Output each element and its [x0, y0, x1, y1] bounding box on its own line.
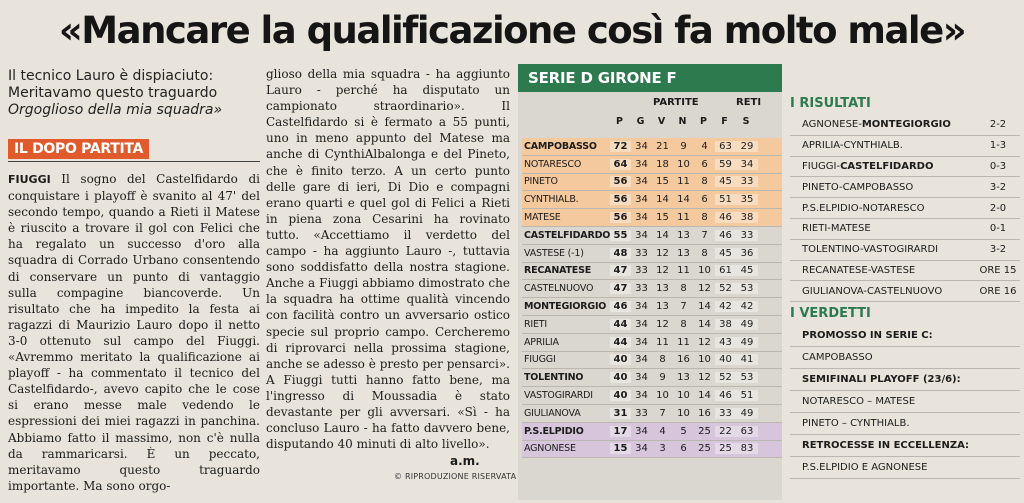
wins-cell: 15 [656, 176, 669, 188]
verdict-line: SEMIFINALI PLAYOFF (23/6): [790, 369, 1020, 391]
table-row [522, 263, 782, 281]
played-cell: 34 [635, 158, 648, 170]
column-headers [609, 116, 757, 130]
wins-cell: 14 [656, 229, 669, 241]
goals-against-cell: 49 [736, 337, 758, 348]
points-cell: 31 [610, 408, 631, 419]
losses-cell: 4 [701, 140, 708, 152]
col-header-g: G [636, 116, 645, 127]
wins-cell: 12 [656, 318, 669, 330]
verdict-line: NOTARESCO – MATESE [790, 391, 1020, 413]
points-cell: 47 [610, 283, 631, 294]
article-column-2 [266, 66, 510, 452]
draws-cell: 5 [680, 425, 687, 437]
result-score: 3-2 [989, 244, 1007, 256]
goals-for-cell: 46 [715, 230, 736, 241]
goals-for-cell: 42 [715, 301, 736, 312]
goals-for-cell: 63 [715, 141, 736, 152]
team-name: VASTOGIRARDI [524, 390, 593, 402]
article-column-1 [8, 171, 260, 494]
team-name: TOLENTINO [524, 372, 584, 384]
result-match [802, 161, 933, 172]
team-name: GIULIANOVA [524, 407, 581, 419]
result-row [790, 281, 1020, 302]
played-cell: 34 [635, 336, 648, 348]
copyright-note: © RIPRODUZIONE RISERVATA [394, 472, 517, 481]
result-score: 0-3 [989, 160, 1007, 172]
match-team-a: AGNONESE- [802, 119, 862, 131]
draws-cell: 11 [677, 265, 690, 277]
team-name: CYNTHIALB. [524, 194, 579, 206]
losses-cell: 14 [698, 390, 711, 402]
result-score: 3-2 [989, 181, 1007, 193]
match-team-a: RIETI-MATESE [802, 223, 871, 235]
result-row [790, 240, 1020, 261]
points-cell: 15 [610, 443, 631, 454]
standings-table [518, 64, 782, 500]
goals-for-cell: 22 [715, 426, 736, 437]
draws-cell: 6 [680, 443, 687, 455]
goals-against-cell: 49 [736, 408, 758, 419]
points-cell: 44 [610, 337, 631, 348]
goals-for-cell: 43 [715, 337, 736, 348]
goals-for-cell: 51 [715, 194, 736, 205]
goals-for-cell: 33 [715, 408, 736, 419]
article-text-2: glioso della mia squadra - ha aggiunto Lauro - perché ha disputato un campionato straordinario». Il Castelfidardo si è fermato a 55 punti, uno in meno appunto del Matese ma anche di CynthiAlbalonga e del Pineto, che è finito terzo. A un certo punto delle gare di ieri, Di Dio e compagni erano quarti e quel gol di Felici a Rieti in piena zona Cesarini ha rovinato tutto. «Accettiamo il verdetto del campo - ha aggiunto Lauro -, tuttavia sono soddisfatto della nostra stagione. Anche a Fiuggi abbiamo dimostrato che la squadra ha ottime qualità vincendo con facilità contro un avversario ostico specie sul proprio campo. Cercheremo di riprovarci nella prossima stagione, anche se adesso è presto per pensarci». A Fiuggi tutti hanno fatto bene, ma l'ingresso di Moussadia è stato devastante per gli avversari. «Sì - ha concluso Lauro - ha fatto davvero bene, disputando 40 minuti di alto livello». [266, 67, 510, 452]
goals-against-cell: 41 [736, 354, 758, 365]
team-name: CAMPOBASSO [524, 140, 597, 152]
match-team-a: RECANATESE [802, 264, 868, 276]
losses-cell: 6 [701, 194, 708, 206]
result-row [790, 261, 1020, 282]
result-score: 0-1 [989, 223, 1007, 235]
goals-against-cell: 33 [736, 230, 758, 241]
played-cell: 33 [635, 407, 648, 419]
points-cell: 56 [610, 194, 631, 205]
losses-cell: 12 [698, 336, 711, 348]
verdict-line: CAMPOBASSO [790, 347, 1020, 369]
losses-cell: 8 [701, 212, 708, 224]
result-match [802, 140, 903, 151]
table-row [522, 174, 782, 192]
result-score: ORE 16 [979, 285, 1017, 297]
played-cell: 33 [635, 247, 648, 259]
played-cell: 34 [635, 443, 648, 455]
wins-cell: 4 [659, 425, 666, 437]
losses-cell: 14 [698, 318, 711, 330]
draws-cell: 16 [677, 354, 690, 366]
goals-against-cell: 36 [736, 248, 758, 259]
losses-cell: 12 [698, 372, 711, 384]
losses-cell: 25 [698, 425, 711, 437]
goals-against-cell: 34 [736, 159, 758, 170]
losses-cell: 10 [698, 265, 711, 277]
table-rows [522, 138, 782, 458]
result-match [802, 182, 913, 193]
team-name: VASTESE (-1) [524, 247, 584, 259]
draws-cell: 9 [680, 140, 687, 152]
result-score: 1-3 [989, 140, 1007, 152]
result-score: 2-2 [989, 119, 1007, 131]
wins-cell: 8 [659, 354, 666, 366]
team-name: CASTELNUOVO [524, 283, 594, 295]
wins-cell: 14 [656, 194, 669, 206]
result-row [790, 136, 1020, 157]
team-name: NOTARESCO [524, 158, 582, 170]
subheadline [8, 68, 258, 119]
table-row [522, 191, 782, 209]
table-row [522, 423, 782, 441]
played-cell: 34 [635, 301, 648, 313]
team-name: APRILIA [524, 336, 559, 348]
goals-for-cell: 40 [715, 354, 736, 365]
played-cell: 34 [635, 176, 648, 188]
wins-cell: 13 [656, 301, 669, 313]
table-row [522, 280, 782, 298]
goals-for-cell: 52 [715, 372, 736, 383]
goals-against-cell: 38 [736, 212, 758, 223]
wins-cell: 7 [659, 407, 666, 419]
played-cell: 34 [635, 140, 648, 152]
played-cell: 34 [635, 372, 648, 384]
goals-for-cell: 46 [715, 390, 736, 401]
table-row [522, 138, 782, 156]
table-row [522, 316, 782, 334]
wins-cell: 12 [656, 265, 669, 277]
table-row [522, 298, 782, 316]
result-match [802, 244, 938, 255]
wins-cell: 12 [656, 247, 669, 259]
team-name: CASTELFIDARDO [524, 229, 610, 241]
match-team-a: PINETO-CAMPOBASSO [802, 181, 914, 193]
result-match [802, 223, 871, 234]
col-header-n: N [678, 116, 687, 127]
draws-cell: 8 [680, 283, 687, 295]
table-row [522, 245, 782, 263]
verdicts-list [790, 325, 1020, 479]
played-cell: 33 [635, 283, 648, 295]
verdicts-title: I VERDETTI [790, 306, 871, 321]
table-row [522, 352, 782, 370]
points-cell: 17 [610, 426, 631, 437]
goals-against-cell: 63 [736, 426, 758, 437]
subhead-line-3: Orgoglioso della mia squadra» [8, 102, 223, 118]
match-team-a: GIULIANOVA-CASTELNUOVO [802, 285, 943, 297]
draws-cell: 11 [677, 212, 690, 224]
table-title: SERIE D GIRONE F [518, 64, 782, 92]
goals-for-cell: 25 [715, 443, 736, 454]
wins-cell: 18 [656, 158, 669, 170]
draws-cell: 13 [677, 229, 690, 241]
goals-against-cell: 53 [736, 283, 758, 294]
result-match [802, 119, 951, 130]
played-cell: 34 [635, 425, 648, 437]
goals-for-cell: 45 [715, 248, 736, 259]
wins-cell: 9 [659, 372, 666, 384]
result-row [790, 177, 1020, 198]
verdicts-panel [790, 306, 1020, 479]
losses-cell: 10 [698, 354, 711, 366]
table-row [522, 369, 782, 387]
goals-against-cell: 53 [736, 372, 758, 383]
subhead-line-1: Il tecnico Lauro è dispiaciuto: [8, 68, 214, 84]
match-team-b: MONTEGIORGIO [861, 119, 951, 131]
points-cell: 40 [610, 390, 631, 401]
goals-against-cell: 49 [736, 319, 758, 330]
table-row [522, 156, 782, 174]
played-cell: 33 [635, 265, 648, 277]
draws-cell: 7 [680, 301, 687, 313]
headline: «Mancare la qualificazione così fa molto male» [58, 9, 966, 52]
points-cell: 56 [610, 176, 631, 187]
team-name: MONTEGIORGIO [524, 301, 607, 313]
verdict-line: PROMOSSO IN SERIE C: [790, 325, 1020, 347]
match-team-a: TOLENTINO [802, 244, 861, 256]
played-cell: 34 [635, 390, 648, 402]
group-header-reti: RETI [736, 97, 762, 108]
goals-for-cell: 38 [715, 319, 736, 330]
group-header-partite: PARTITE [653, 97, 699, 108]
results-list [790, 115, 1020, 302]
kicker-label: IL DOPO PARTITA [8, 139, 149, 159]
draws-cell: 10 [677, 158, 690, 170]
match-team-a: P.S.ELPIDIO [802, 202, 859, 214]
wins-cell: 10 [656, 390, 669, 402]
goals-for-cell: 46 [715, 212, 736, 223]
goals-for-cell: 61 [715, 265, 736, 276]
played-cell: 34 [635, 229, 648, 241]
article-text-1: Il sogno del Castelfidardo di conquistare i playoff è svanito al 47' del secondo tempo, quando a Rieti il Matese è riuscito a trovare il gol con Felici che ha regalato un successo d'oro alla squadra di Corrado Urbano consentendo di conservare un punto di vantaggio sulla compagine biancoverde. Un risultato che ha impedito la festa ai ragazzi di Maurizio Lauro dopo il netto 3-0 ottenuto sul campo del Fiuggi. «Avremmo meritato la qualificazione ai playoff - ha commentato il tecnico del Castelfidardo-, avevo capito che le cose si erano messe male vedendo le espressioni dei miei ragazzi in panchina. Abbiamo fatto il massimo, non c'è nulla da rammaricarsi. È un peccato, meritavamo questo traguardo importante. Ma sono orgo- [8, 172, 260, 493]
goals-for-cell: 52 [715, 283, 736, 294]
goals-for-cell: 59 [715, 159, 736, 170]
goals-against-cell: 51 [736, 390, 758, 401]
col-header-p2: P [700, 116, 707, 127]
result-row [790, 157, 1020, 178]
losses-cell: 25 [698, 443, 711, 455]
match-team-b: -VASTESE [867, 264, 916, 276]
results-title: I RISULTATI [790, 96, 871, 111]
team-name: RECANATESE [524, 265, 591, 277]
team-name: AGNONESE [524, 443, 576, 455]
losses-cell: 6 [701, 158, 708, 170]
wins-cell: 15 [656, 212, 669, 224]
col-header-f: F [721, 116, 728, 127]
verdict-line: RETROCESSE IN ECCELLENZA: [790, 435, 1020, 457]
table-row [522, 405, 782, 423]
result-row [790, 115, 1020, 136]
draws-cell: 13 [677, 247, 690, 259]
result-row [790, 198, 1020, 219]
result-match [802, 203, 924, 214]
losses-cell: 14 [698, 301, 711, 313]
goals-against-cell: 33 [736, 176, 758, 187]
match-team-a: APRILIA-CYNTHIALB. [802, 140, 903, 152]
losses-cell: 12 [698, 283, 711, 295]
table-row [522, 227, 782, 245]
losses-cell: 16 [698, 407, 711, 419]
verdict-line: P.S.ELPIDIO E AGNONESE [790, 457, 1020, 479]
wins-cell: 21 [656, 140, 669, 152]
draws-cell: 11 [677, 176, 690, 188]
col-header-s: S [742, 116, 750, 127]
goals-against-cell: 35 [736, 194, 758, 205]
table-row [522, 387, 782, 405]
draws-cell: 14 [677, 194, 690, 206]
points-cell: 64 [610, 159, 631, 170]
played-cell: 34 [635, 354, 648, 366]
points-cell: 44 [610, 319, 631, 330]
dateline: FIUGGI [8, 173, 51, 186]
wins-cell: 11 [656, 336, 669, 348]
points-cell: 72 [610, 141, 631, 152]
losses-cell: 7 [701, 229, 708, 241]
draws-cell: 10 [677, 407, 690, 419]
match-team-b: -NOTARESCO [858, 202, 925, 214]
points-cell: 47 [610, 265, 631, 276]
played-cell: 34 [635, 212, 648, 224]
result-score: 2-0 [989, 202, 1007, 214]
wins-cell: 13 [656, 283, 669, 295]
verdict-line: PINETO – CYNTHIALB. [790, 413, 1020, 435]
losses-cell: 8 [701, 247, 708, 259]
points-cell: 55 [610, 230, 631, 241]
draws-cell: 11 [677, 336, 690, 348]
draws-cell: 8 [680, 318, 687, 330]
points-cell: 40 [610, 354, 631, 365]
match-team-b: CASTELFIDARDO [840, 160, 934, 172]
col-header-v: V [657, 116, 666, 127]
points-cell: 40 [610, 372, 631, 383]
team-name: PINETO [524, 176, 558, 188]
goals-against-cell: 42 [736, 301, 758, 312]
wins-cell: 3 [659, 443, 666, 455]
match-team-b: -VASTOGIRARDI [860, 244, 939, 256]
table-row [522, 209, 782, 227]
team-name: P.S.ELPIDIO [524, 425, 584, 437]
results-panel [790, 96, 1020, 302]
col-header-p: P [616, 116, 623, 127]
result-match [802, 286, 942, 297]
points-cell: 46 [610, 301, 631, 312]
draws-cell: 13 [677, 372, 690, 384]
subhead-line-2: Meritavamo questo traguardo [8, 85, 218, 101]
match-team-a: FIUGGI- [802, 160, 841, 172]
section-kicker [8, 138, 260, 162]
table-row [522, 441, 782, 459]
team-name: FIUGGI [524, 354, 556, 366]
author-signature: a.m. [450, 454, 480, 468]
result-row [790, 219, 1020, 240]
result-match [802, 265, 915, 276]
draws-cell: 10 [677, 390, 690, 402]
goals-against-cell: 83 [736, 443, 758, 454]
table-row [522, 334, 782, 352]
team-name: RIETI [524, 318, 548, 330]
played-cell: 34 [635, 318, 648, 330]
goals-against-cell: 45 [736, 265, 758, 276]
played-cell: 34 [635, 194, 648, 206]
points-cell: 48 [610, 248, 631, 259]
team-name: MATESE [524, 212, 561, 224]
points-cell: 56 [610, 212, 631, 223]
goals-for-cell: 45 [715, 176, 736, 187]
goals-against-cell: 29 [736, 141, 758, 152]
result-score: ORE 15 [979, 264, 1017, 276]
losses-cell: 8 [701, 176, 708, 188]
